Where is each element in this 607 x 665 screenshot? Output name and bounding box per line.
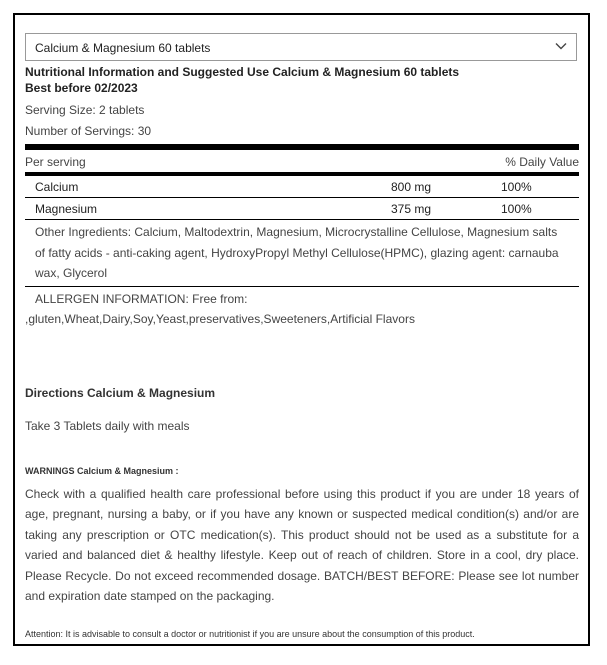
table-header: [25, 150, 579, 171]
warnings-text: Check with a qualified health care professional before using this product if you are under 18 years of age, pregnant, nursing a baby, or if you have any known or suspected medical condition(s) and/or are taking any prescription or OTC medication(s). This product should not be used as a substitute for a varied and balanced diet & healthy lifestyle. Keep out of reach of children. Store in a cool, dry place. Please Recycle. Do not exceed recommended dosage. BATCH/BEST BEFORE: Please see lot number and expiration date stamped on the packaging.: [25, 486, 579, 603]
best-before: Best before 02/2023: [25, 81, 138, 95]
chevron-down-icon: [555, 42, 567, 50]
daily-value-label: % Daily Value: [505, 155, 579, 169]
nutrient-daily-value: 100%: [501, 179, 532, 194]
directions-text: Take 3 Tablets daily with meals: [25, 418, 190, 433]
nutrient-name: Calcium: [35, 179, 79, 194]
allergen-info: [25, 287, 575, 330]
table-row: [25, 198, 579, 220]
content: [25, 33, 581, 639]
per-serving-label: Per serving: [25, 155, 86, 169]
other-ingredients: Other Ingredients: Calcium, Maltodextrin, Magnesium, Microcrystalline Cellulose, Magnesium salts of fatty acids - anti-caking agent, HydroxyPropyl Methyl Cellulose(HPMC), glazing agent: carnauba wax, Glycerol: [25, 220, 579, 287]
nutrient-amount: 375 mg: [391, 201, 432, 216]
nutrient-name: Magnesium: [35, 201, 98, 216]
warnings-heading: WARNINGS Calcium & Magnesium :: [25, 465, 179, 476]
attention-note: Attention: It is advisable to consult a doctor or nutritionist if you are unsure about the consumption of this product.: [25, 628, 475, 639]
allergen-heading: ALLERGEN INFORMATION: Free from:: [35, 291, 248, 306]
product-info-frame: [13, 13, 590, 646]
number-of-servings: Number of Servings: 30: [25, 124, 152, 138]
serving-size: Serving Size: 2 tablets: [25, 103, 145, 117]
table-row: [25, 176, 579, 198]
nutrient-daily-value: 100%: [501, 201, 532, 216]
directions-heading: Directions Calcium & Magnesium: [25, 385, 216, 400]
nutrient-amount: 800 mg: [391, 179, 432, 194]
variant-select[interactable]: [25, 33, 577, 61]
allergen-list: ,gluten,Wheat,Dairy,Soy,Yeast,preservatives,Sweeteners,Artificial Flavors: [25, 312, 415, 326]
variant-select-value: Calcium & Magnesium 60 tablets: [35, 41, 211, 55]
nutrition-title: Nutritional Information and Suggested Use Calcium & Magnesium 60 tablets: [25, 65, 460, 79]
